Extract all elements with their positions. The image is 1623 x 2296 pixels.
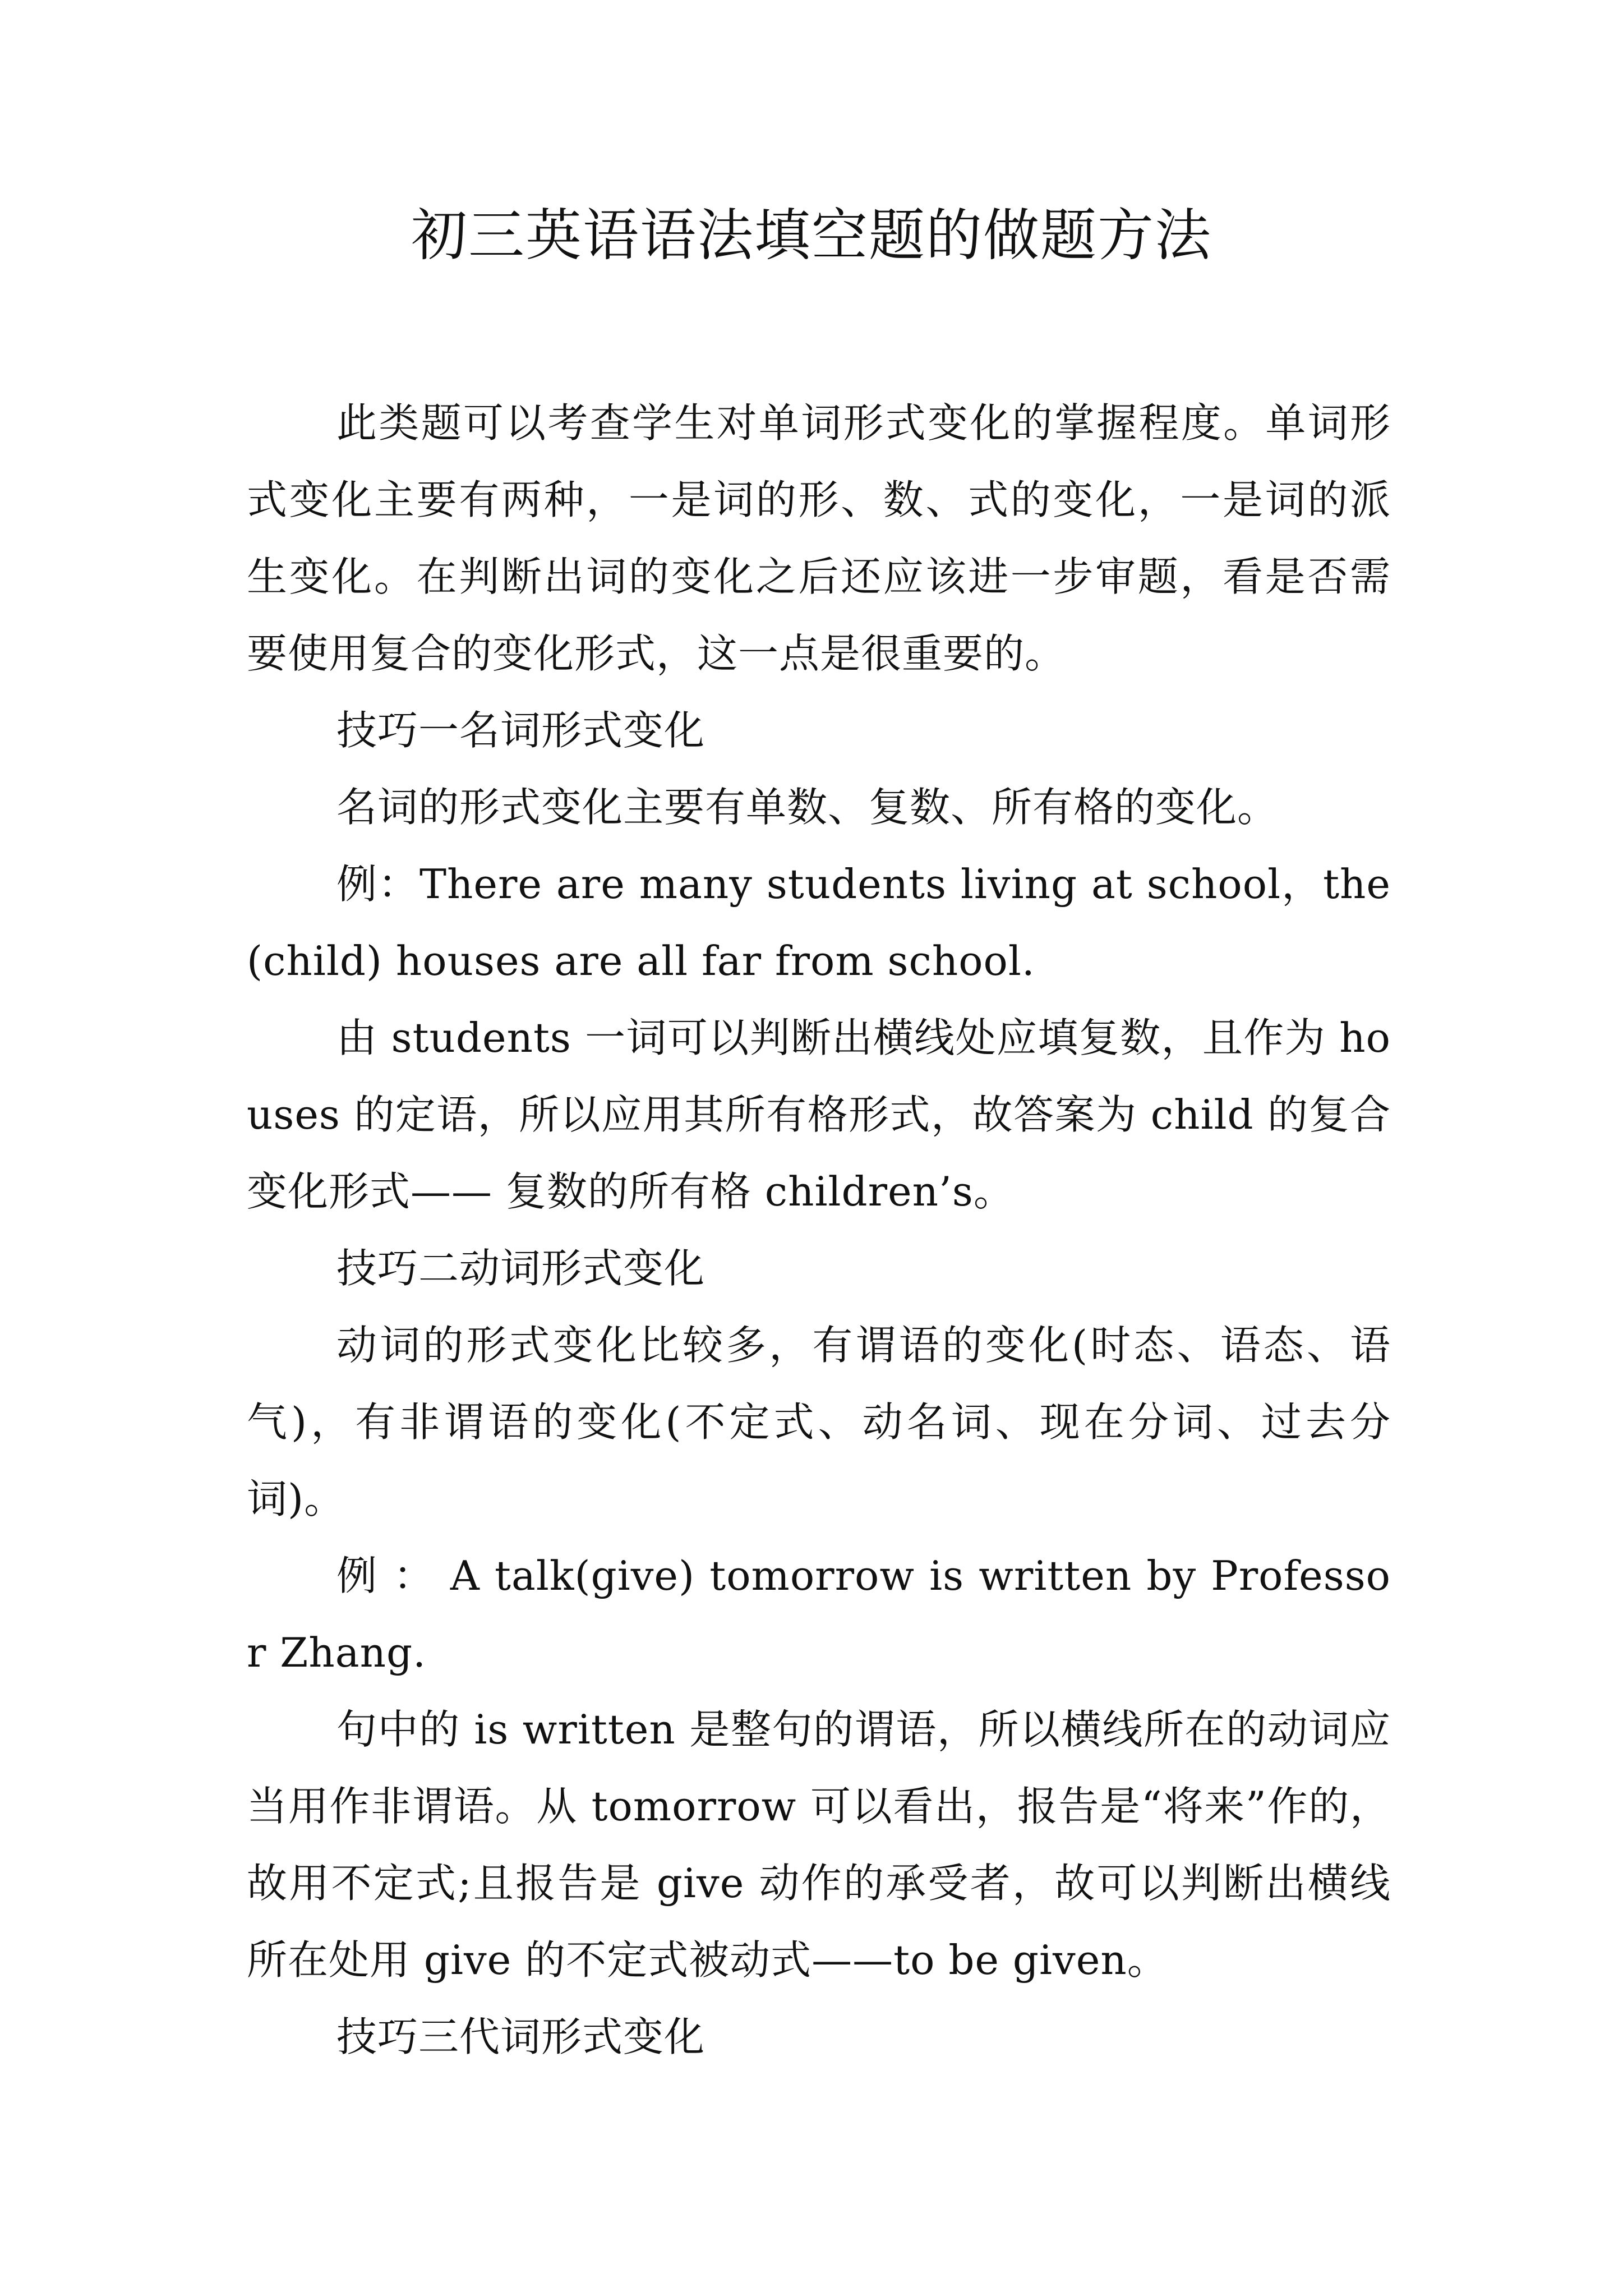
intro-paragraph: 此类题可以考查学生对单词形式变化的掌握程度。单词形式变化主要有两种，一是词的形、数、式的变化，一是词的派生变化。在判断出词的变化之后还应该进一步审题，看是否需要使用复合的变化形式，这一点是很重要的。 — [247, 399, 1391, 677]
section-heading-noun: 技巧一名词形式变化 — [336, 707, 706, 754]
document-body — [247, 385, 1391, 2076]
document-title: 初三英语语法填空题的做题方法 — [411, 203, 1212, 268]
noun-example: 例：There are many students living at school，the(child) houses are all far from school. — [247, 861, 1391, 984]
noun-description: 名词的形式变化主要有单数、复数、所有格的变化。 — [336, 784, 1279, 831]
section-heading-verb: 技巧二动词形式变化 — [336, 1245, 706, 1292]
verb-example: 例 ： A talk(give) tomorrow is written by Professor Zhang. — [247, 1552, 1391, 1676]
section-heading-pronoun: 技巧三代词形式变化 — [336, 2013, 706, 2060]
verb-description: 动词的形式变化比较多，有谓语的变化(时态、语态、语气)，有非谓语的变化(不定式、动名词、现在分词、过去分词)。 — [247, 1322, 1391, 1522]
verb-explanation: 句中的 is written 是整句的谓语，所以横线所在的动词应当用作非谓语。从 tomorrow 可以看出，报告是“将来”作的，故用不定式;且报告是 give 动作的承受者，故可以判断出横线所在处用 give 的不定式被动式——to be given。 — [247, 1706, 1391, 1984]
noun-explanation: 由 students 一词可以判断出横线处应填复数，且作为 houses 的定语，所以应用其所有格形式，故答案为 child 的复合变化形式—— 复数的所有格 children’s。 — [247, 1014, 1391, 1215]
